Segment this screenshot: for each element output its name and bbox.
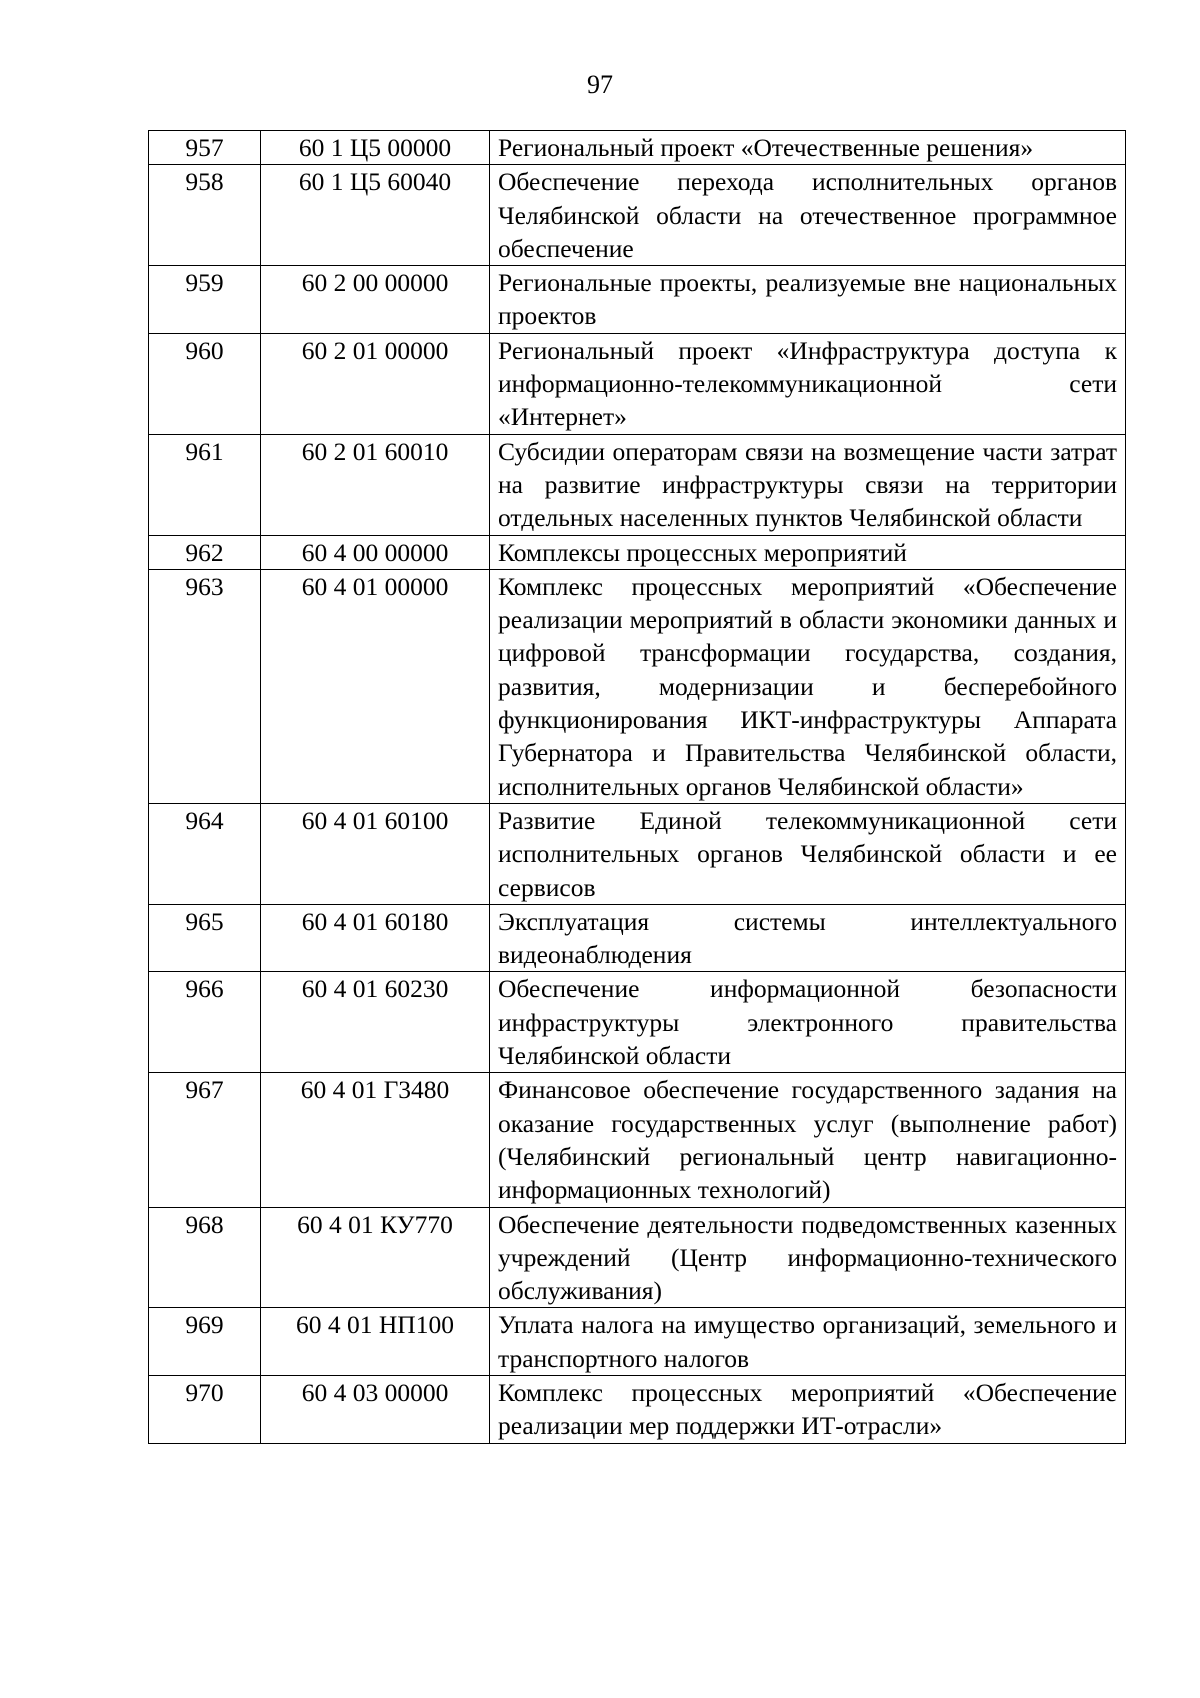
item-name: Обеспечение информационной безопасности инфраструктуры электронного правительства Челябинской области [490,972,1126,1073]
item-name: Комплекс процессных мероприятий «Обеспечение реализации мероприятий в области экономики данных и цифровой трансформации государства, создания, развития, модернизации и бесперебойного функционирования ИКТ-инфраструктуры Аппарата Губернатора и Правительства Челябинской области, исполнительных органов Челябинской области» [490,569,1126,803]
table-row [149,266,1126,334]
table-row [149,569,1126,803]
item-name: Уплата налога на имущество организаций, земельного и транспортного налогов [490,1308,1126,1376]
target-code: 60 4 01 60230 [261,972,490,1073]
row-number: 963 [149,569,261,803]
row-number: 958 [149,165,261,266]
item-name: Финансовое обеспечение государственного задания на оказание государственных услуг (выполнение работ) (Челябинский региональный центр навигационно-информационных технологий) [490,1073,1126,1207]
row-number: 960 [149,333,261,434]
row-number: 961 [149,434,261,535]
table-row [149,333,1126,434]
table-row [149,131,1126,165]
row-number: 965 [149,904,261,972]
item-name: Обеспечение деятельности подведомственных казенных учреждений (Центр информационно-технического обслуживания) [490,1207,1126,1308]
row-number: 957 [149,131,261,165]
table-row [149,972,1126,1073]
table-row [149,1207,1126,1308]
row-number: 966 [149,972,261,1073]
item-name: Региональный проект «Отечественные решения» [490,131,1126,165]
table-row [149,1375,1126,1443]
item-name: Эксплуатация системы интеллектуального видеонаблюдения [490,904,1126,972]
item-name: Субсидии операторам связи на возмещение части затрат на развитие инфраструктуры связи на территории отдельных населенных пунктов Челябинской области [490,434,1126,535]
table-row [149,535,1126,569]
target-code: 60 4 01 60100 [261,803,490,904]
target-code: 60 4 01 НП100 [261,1308,490,1376]
row-number: 969 [149,1308,261,1376]
target-code: 60 4 03 00000 [261,1375,490,1443]
row-number: 970 [149,1375,261,1443]
target-code: 60 1 Ц5 60040 [261,165,490,266]
page-number: 97 [587,70,613,99]
target-code: 60 4 00 00000 [261,535,490,569]
target-code: 60 4 01 КУ770 [261,1207,490,1308]
target-code: 60 2 00 00000 [261,266,490,334]
target-code: 60 4 01 Г3480 [261,1073,490,1207]
budget-code-table [148,130,1126,1444]
target-code: 60 2 01 00000 [261,333,490,434]
target-code: 60 4 01 60180 [261,904,490,972]
item-name: Развитие Единой телекоммуникационной сети исполнительных органов Челябинской области и ее сервисов [490,803,1126,904]
table-row [149,434,1126,535]
table-row [149,1308,1126,1376]
target-code: 60 2 01 60010 [261,434,490,535]
table-row [149,165,1126,266]
target-code: 60 4 01 00000 [261,569,490,803]
table-row [149,904,1126,972]
row-number: 959 [149,266,261,334]
row-number: 968 [149,1207,261,1308]
item-name: Региональные проекты, реализуемые вне национальных проектов [490,266,1126,334]
row-number: 962 [149,535,261,569]
item-name: Комплексы процессных мероприятий [490,535,1126,569]
row-number: 964 [149,803,261,904]
budget-code-table-body [149,131,1126,1444]
item-name: Региональный проект «Инфраструктура доступа к информационно-телекоммуникационной сети «Интернет» [490,333,1126,434]
item-name: Обеспечение перехода исполнительных органов Челябинской области на отечественное программное обеспечение [490,165,1126,266]
table-row [149,803,1126,904]
target-code: 60 1 Ц5 00000 [261,131,490,165]
table-row [149,1073,1126,1207]
row-number: 967 [149,1073,261,1207]
item-name: Комплекс процессных мероприятий «Обеспечение реализации мер поддержки ИТ-отрасли» [490,1375,1126,1443]
